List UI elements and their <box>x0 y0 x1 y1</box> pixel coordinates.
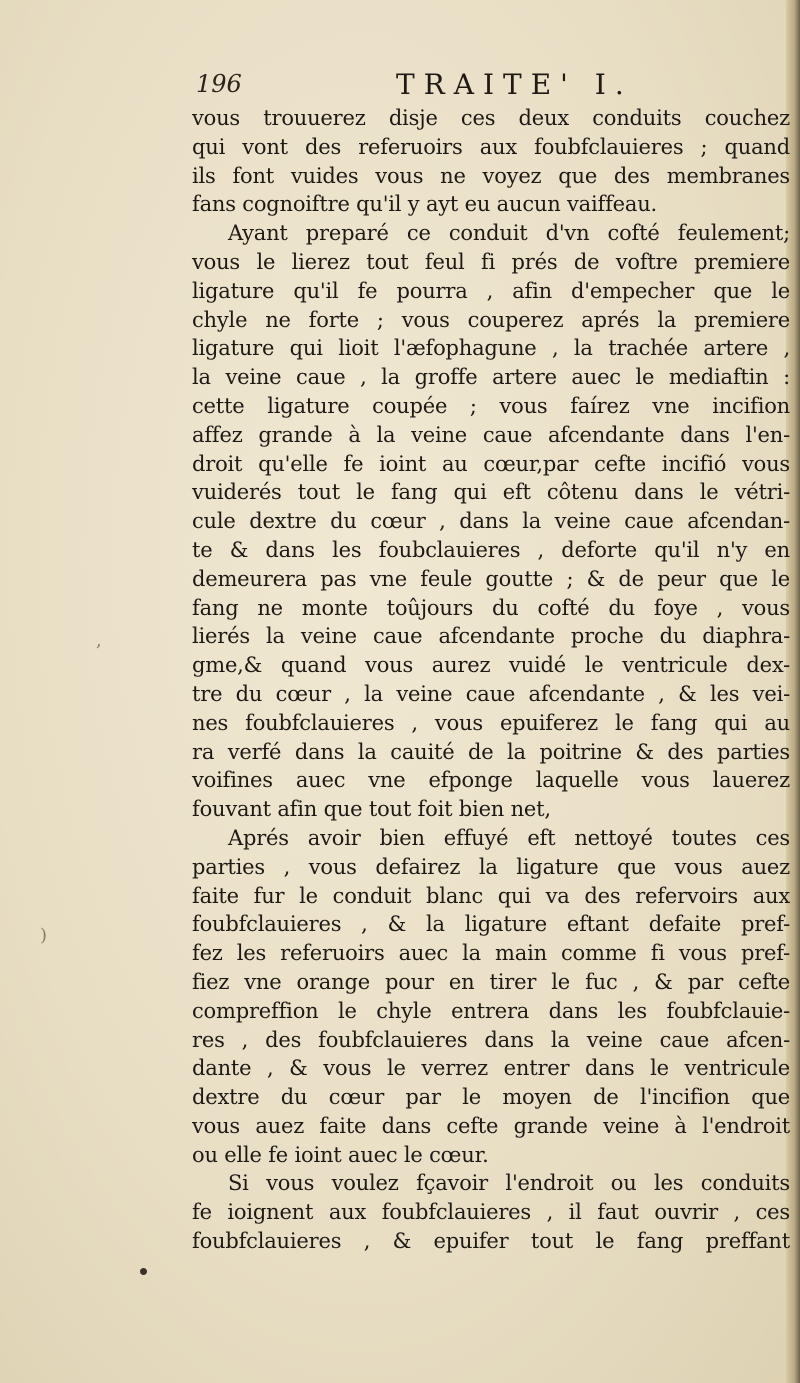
text-line: ils font vuides vous ne voyez que des membranes <box>192 163 790 188</box>
text-line: droit qu'elle fe ioint au cœur,par cefte incifió vous <box>192 451 790 476</box>
margin-mark: ) <box>40 925 48 946</box>
page-number: 196 <box>196 70 242 98</box>
text-line: la veine caue , la groffe artere auec le mediaftin : <box>192 365 790 390</box>
text-line: Aprés avoir bien effuyé eft nettoyé toutes ces <box>228 825 790 850</box>
text-line: fouvant afin que tout foit bien net, <box>192 797 551 822</box>
page-header <box>196 66 786 102</box>
body-text <box>192 104 790 1256</box>
text-line: tre du cœur , la veine caue afcendante , & les vei- <box>192 681 790 706</box>
text-line: cette ligature coupée ; vous faírez vne incifion <box>192 393 790 418</box>
text-line: faite fur le conduit blanc qui va des refervoirs aux <box>192 883 790 908</box>
text-line: dante , & vous le verrez entrer dans le ventricule <box>192 1056 790 1081</box>
text-line: cule dextre du cœur , dans la veine caue afcendan- <box>192 509 790 534</box>
text-line: dextre du cœur par le moyen de l'incifion que <box>192 1085 790 1110</box>
text-line: parties , vous defairez la ligature que vous auez <box>192 854 790 879</box>
text-line: fiez vne orange pour en tirer le fuc , & par cefte <box>192 969 790 994</box>
text-line: vous trouuerez disje ces deux conduits couchez <box>192 106 790 130</box>
text-line: fez les referuoirs auec la main comme fi vous pref- <box>192 941 790 966</box>
text-line: chyle ne forte ; vous couperez aprés la premiere <box>192 307 790 332</box>
text-line: ra verfé dans la cauité de la poitrine & des parties <box>192 739 790 764</box>
text-line: voifines auec vne efponge laquelle vous lauerez <box>192 768 790 793</box>
text-line: gme,& quand vous aurez vuidé le ventricule dex- <box>192 653 790 678</box>
ink-blot <box>140 1268 147 1275</box>
text-line: foubfclauieres , & epuifer tout le fang preffant <box>192 1229 790 1254</box>
text-line: vuiderés tout le fang qui eft côtenu dans le vétri- <box>192 480 790 505</box>
running-title: TRAITE' I. <box>396 68 633 101</box>
text-line: vous le lierez tout feul fi prés de voftre premiere <box>192 249 790 274</box>
text-line: ligature qu'il fe pourra , afin d'empecher que le <box>192 278 790 303</box>
text-line: fe ioignent aux foubfclauieres , il faut ouvrir , ces <box>192 1200 790 1225</box>
text-line: lierés la veine caue afcendante proche du diaphra- <box>192 624 790 649</box>
text-line: fang ne monte toûjours du cofté du foye , vous <box>192 595 790 620</box>
text-line: ou elle fe ioint auec le cœur. <box>192 1142 489 1167</box>
text-line: foubfclauieres , & la ligature eftant defaite pref- <box>192 912 790 937</box>
text-line: ligature qui lioit l'æfophagune , la trachée artere , <box>192 336 790 361</box>
text-line: vous auez faite dans cefte grande veine à l'endroit <box>192 1113 790 1138</box>
text-line: compreffion le chyle entrera dans les foubfclauie- <box>192 998 790 1023</box>
text-line: demeurera pas vne feule goutte ; & de peur que le <box>192 566 790 591</box>
text-line: affez grande à la veine caue afcendante dans l'en- <box>192 422 790 447</box>
text-line: res , des foubfclauieres dans la veine caue afcen- <box>192 1027 790 1052</box>
text-line: Si vous voulez fçavoir l'endroit ou les conduits <box>228 1171 790 1196</box>
text-line: qui vont des referuoirs aux foubfclauieres ; quand <box>192 134 790 159</box>
text-line: fans cognoiftre qu'il y ayt eu aucun vaiffeau. <box>192 192 657 217</box>
text-line: nes foubfclauieres , vous epuiferez le fang qui au <box>192 710 790 735</box>
text-line: te & dans les foubclauieres , deforte qu'il n'y en <box>192 537 790 562</box>
margin-mark: , <box>96 630 102 651</box>
text-line: Ayant preparé ce conduit d'vn cofté feulement; <box>228 221 790 246</box>
